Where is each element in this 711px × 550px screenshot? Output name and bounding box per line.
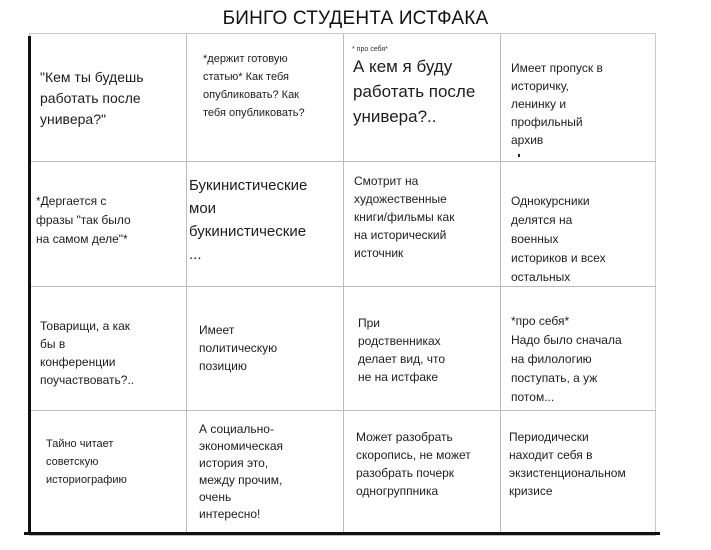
cell-text: При родственниках делает вид, что не на истфаке xyxy=(358,316,446,384)
cell-text: Букинистические мои букинистические ... xyxy=(189,177,308,263)
bingo-cell-4-3 xyxy=(343,411,500,536)
bingo-cell-2-4 xyxy=(500,162,656,287)
cell-text: Товарищи, а как бы в конференции поучаствовать?.. xyxy=(40,319,135,387)
cell-text: Однокурсники делятся на военных историков и всех остальных xyxy=(511,194,606,284)
cell-text: Тайно читает советскую историографию xyxy=(46,438,127,486)
grid-left-border xyxy=(28,36,31,532)
page-title: БИНГО СТУДЕНТА ИСТФАКА xyxy=(222,8,489,29)
stray-mark xyxy=(518,154,520,157)
bingo-cell-4-4 xyxy=(500,411,656,536)
cell-text: "Кем ты будешь работать после универa?" xyxy=(40,69,144,127)
bingo-cell-3-4 xyxy=(500,287,656,411)
cell-text: Смотрит на художественные книги/фильмы как на исторический источник xyxy=(354,174,455,260)
cell-text: Имеет пропуск в историчку, ленинку и профильный архив xyxy=(511,61,603,147)
bingo-grid xyxy=(29,33,656,535)
cell-note: * про себя* xyxy=(352,46,388,53)
cell-text: А кем я буду работать после универа?.. xyxy=(353,57,476,126)
bingo-cell-1-2 xyxy=(186,34,343,162)
cell-text: А социально- экономическая история это, между прочим, очень интересно! xyxy=(199,422,284,521)
bingo-cell-1-3 xyxy=(343,34,500,162)
bingo-cell-4-1 xyxy=(29,411,186,536)
bingo-cell-3-2 xyxy=(186,287,343,411)
cell-text: *про себя* Надо было сначала на филологию поступать, а уж потом... xyxy=(511,314,622,404)
bingo-cell-3-3 xyxy=(343,287,500,411)
cell-text: Может разобрать скоропись, не может разобрать почерк одногруппника xyxy=(356,430,471,498)
bingo-cell-1-4 xyxy=(500,34,656,162)
cell-text: Имеет политическую позицию xyxy=(199,323,278,373)
bingo-cell-2-2 xyxy=(186,162,343,287)
cell-text: *Дергается с фразы "так было на самом деле"* xyxy=(36,194,131,246)
cell-text: *держит готовую статью* Как тебя опубликовать? Как тебя опубликовать? xyxy=(203,53,305,119)
bingo-cell-1-1 xyxy=(29,34,186,162)
cell-text: Периодически находит себя в экзистенциональном кризисе xyxy=(509,430,626,498)
bingo-cell-2-1 xyxy=(29,162,186,287)
bingo-cell-3-1 xyxy=(29,287,186,411)
bingo-cell-2-3 xyxy=(343,162,500,287)
grid-bottom-border xyxy=(24,532,660,535)
bingo-cell-4-2 xyxy=(186,411,343,536)
